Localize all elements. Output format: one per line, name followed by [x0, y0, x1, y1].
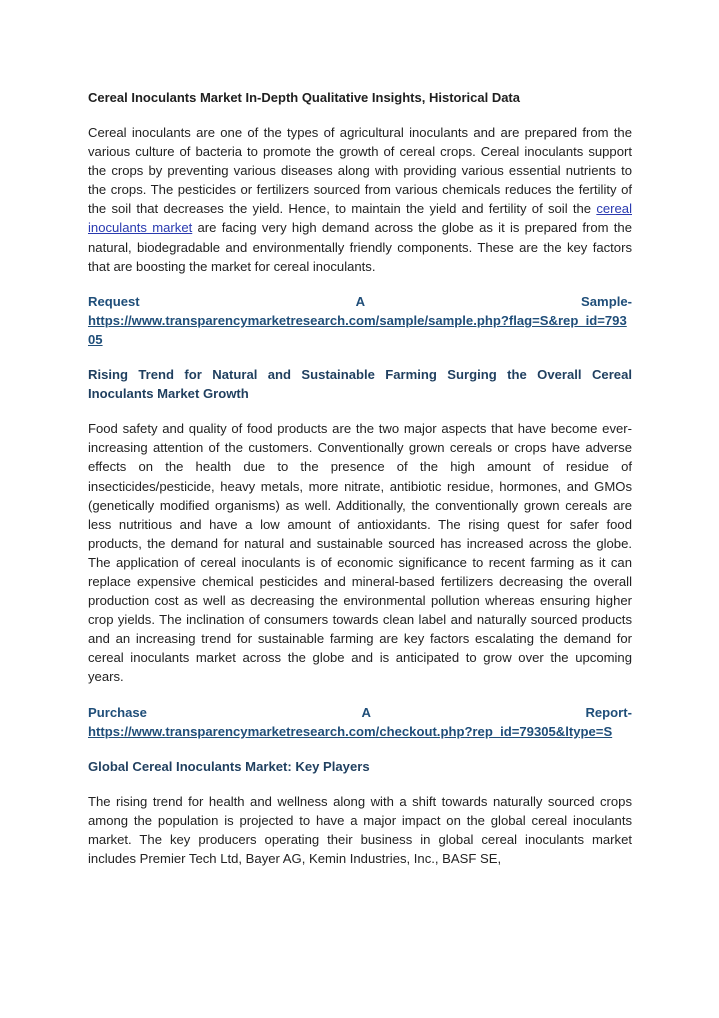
cereal-inoculants-market-link[interactable]: cereal inoculants market [88, 201, 632, 236]
rising-trend-paragraph: Food safety and quality of food products are the two major aspects that have become ever-increasing attention of the customers. Conventionally grown cereals or crops have adverse effects on the health due to the presence of the high amount of residue of insecticides/pesticide, heavy metals, more nitrate, antibiotic residue, hormones, and GMOs (genetically modified organisms) as well. Additionally, the conventionally grown cereals are less nutritious and have a low amount of antioxidants. The rising quest for safer food products, the demand for natural and sustainable sourced has increased across the globe. The application of cereal inoculants is of economic significance to recent farming as it can replace expensive chemical pesticides and mineral-based fertilizers decreasing the overall production cost as well as decreasing the environmental pollution whereas ensuring higher crop yields. The inclination of consumers towards clean label and naturally sourced products and an increasing trend for sustainable farming are key factors escalating the demand for cereal inoculants market across the globe and is anticipated to grow over the upcoming years. [88, 421, 632, 685]
request-sample-block [88, 292, 632, 349]
a-word: A [355, 293, 366, 309]
sample-word: Sample- [581, 293, 632, 309]
intro-paragraph [88, 123, 632, 276]
document-title: Cereal Inoculants Market In-Depth Qualitative Insights, Historical Data [88, 90, 520, 105]
purchase-word: Purchase [88, 704, 147, 720]
request-sample-lead [88, 292, 632, 311]
intro-text-after: are facing very high demand across the globe as it is prepared from the natural, biodegradable and environmentally friendly components. These are the key factors that are boosting the market for cereal inoculants. [88, 220, 632, 274]
purchase-report-block [88, 703, 632, 741]
section-heading-key-players: Global Cereal Inoculants Market: Key Players [88, 758, 370, 774]
key-players-paragraph: The rising trend for health and wellness along with a shift towards naturally sourced crops among the population is projected to have a major impact on the global cereal inoculants market. The key producers operating their business in global cereal inoculants market includes Premier Tech Ltd, Bayer AG, Kemin Industries, Inc., BASF SE, [88, 793, 632, 867]
sample-url-link[interactable]: https://www.transparencymarketresearch.com/sample/sample.php?flag=S&rep_id=79305 [88, 312, 627, 347]
section-heading-rising-trend: Rising Trend for Natural and Sustainable Farming Surging the Overall Cereal Inoculants Market Growth [88, 367, 632, 402]
intro-text-before: Cereal inoculants are one of the types of agricultural inoculants and are prepared from the various culture of bacteria to promote the growth of cereal crops. Cereal inoculants support the crops by preventing various diseases along with providing various essential nutrients to the crops. The pesticides or fertilizers sourced from various chemicals reduces the fertility of the soil that decreases the yield. Hence, to maintain the yield and fertility of soil the [88, 125, 632, 217]
purchase-report-lead [88, 703, 632, 722]
checkout-url-link[interactable]: https://www.transparencymarketresearch.com/checkout.php?rep_id=79305&ltype=S [88, 723, 613, 739]
report-word: Report- [585, 704, 632, 720]
request-word: Request [88, 293, 140, 309]
a-word: A [361, 704, 371, 720]
